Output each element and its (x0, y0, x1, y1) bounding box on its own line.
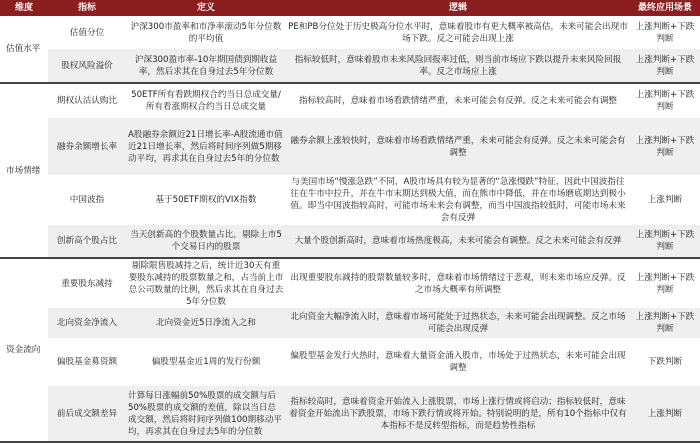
application-cell: 下跌判断 (647, 357, 683, 367)
table-row (0, 258, 700, 308)
table-row (0, 83, 700, 118)
logic-cell: 北向资金大幅净流入时，意味着市场可能处于过热状态，未来可能会出现调整。反之市场可能会出现反弹 (286, 308, 630, 338)
header-row (0, 0, 700, 16)
application-cell: 上涨判断+下跌判断 (635, 21, 695, 44)
indicator-cell: 股权风险溢价 (48, 49, 126, 83)
indicator-cell: 期权认沽认购比 (56, 96, 118, 106)
definition-cell: 偏股型基金近1周的发行份额 (151, 357, 261, 367)
header-dimension: 维度 (0, 0, 48, 16)
logic-cell: 指标较高时，意味着资金开始流入上涨股票，市场上涨行情或将启动；指标较低时，意味着资金开始流出下跌股票，市场下跌行情或将开始。特别说明的是，所有10个指标中仅有本指标不是反转型指标，而是趋势性指标 (286, 386, 630, 442)
dimension-cell: 估值水平 (0, 16, 48, 83)
definition-cell: A股融券余额近21日增长率-A股流通市值近21日增长率，然后将时间序列做5期移动平均，再求其在自身过去5年的分位数 (126, 118, 286, 175)
indicator-cell: 创新高个股占比 (48, 225, 126, 258)
indicator-cell: 重要股东减持 (61, 278, 113, 289)
logic-cell: 指标较高时，意味着市场看跌情绪严重，未来可能会有反弹。反之未来可能会有调整 (299, 96, 617, 106)
definition-cell: 50ETF所有看跌期权合约当日总成交量/所有看涨期权合约当日总成交量 (131, 90, 281, 112)
logic-cell: 指标较低时，意味着股市未来风险回报率过低，则当前市场应下跌以提升未来风险回报率。反之市场应上涨 (286, 49, 630, 83)
definition-cell: 北向资金近5日净流入之和 (126, 308, 286, 338)
table-row (0, 386, 700, 442)
application-cell: 上涨判断+下跌判断 (635, 272, 695, 295)
logic-cell: 大量个股创新高时，意味着市场热度极高，未来可能会有调整。反之未来可能会有反弹 (286, 225, 630, 258)
application-cell: 上涨判断 (630, 386, 700, 442)
logic-cell: 出现重要股东减持的股票数量较多时，意味着市场情绪过于悲观，则未来市场应反弹。反之市场大概率有所调整 (290, 272, 626, 295)
indicator-cell: 偏股基金募资额 (56, 357, 118, 367)
application-cell: 上涨判断+下跌判断 (630, 118, 700, 175)
table-row (0, 175, 700, 225)
table-row (0, 225, 700, 258)
header-indicator: 指标 (48, 0, 126, 16)
table-row (0, 16, 700, 49)
table-row (0, 338, 700, 386)
definition-cell: 沪深300盈市率-10年期国债到期收益率，然后求其在自身过去5年分位数 (126, 49, 286, 83)
definition-cell: 沪深300市盈率和市净率滚动5年分位数的平均值 (130, 21, 282, 44)
definition-cell: 计算每日涨幅前50%股票的成交额与后50%股票的成交额的差值，除以当日总成交额，然后将时间序列做100期移动平均，再求其在自身过去5年的分位数 (126, 386, 286, 442)
dimension-cell: 资金流向 (0, 258, 48, 442)
indicator-cell: 融券余额增长率 (48, 118, 126, 175)
definition-cell: 剔除限售股减持之后，统计近30天有重要股东减持的股票数量之和，占当前上市总公司数量的比例，然后求其在自身过去5年分位数 (128, 260, 284, 307)
definition-cell: 基于50ETF期权的VIX指数 (155, 195, 257, 205)
indicator-cell: 估值分位 (69, 27, 105, 38)
application-cell: 上涨判断+下跌判断 (630, 225, 700, 258)
definition-cell: 当天创新高的个股数量占比，剔除上市5个交易日内的股票 (126, 225, 286, 258)
application-cell: 上涨判断+下跌判断 (630, 308, 700, 338)
logic-cell: PE和PB分位处于历史极高分位水平时，意味着股市有更大概率被高估，未来可能会出现市场下跌。反之可能会出现上涨 (288, 21, 628, 44)
header-application: 最终应用场景 (630, 0, 700, 16)
indicator-cell: 北向资金净流入 (48, 308, 126, 338)
application-cell: 上涨判断+下跌判断 (635, 90, 695, 112)
header-definition: 定义 (126, 0, 286, 16)
indicator-cell: 中国波指 (69, 195, 105, 205)
indicator-cell: 前后成交额差异 (48, 386, 126, 442)
table-row (0, 308, 700, 338)
logic-cell: 偏股型基金发行火热时，意味着大量资金涌入股市，市场处于过热状态，未来可能会出现调整 (290, 351, 626, 373)
logic-cell: 融券余额上涨较快时，意味着市场看跌情绪严重，未来可能会有反弹。反之未来可能会有调整 (286, 118, 630, 175)
header-logic: 逻辑 (286, 0, 630, 16)
logic-cell: 与美国市场“慢涨急跌”不同，A股市场具有较为显著的“急涨慢跌”特征，因此中国波指往往在牛市中拉升，并在牛市末期达到极大值，而在熊市中降低，并在市场磨底期达到极小值。即当中国波指较高时，可能市场未来会有调整，而当中国波指较低时，可能市场未来会有反弹 (290, 177, 626, 223)
table-row (0, 49, 700, 83)
dimension-cell: 市场情绪 (0, 83, 48, 258)
application-cell: 上涨判断 (647, 195, 683, 205)
application-cell: 上涨判断+下跌判断 (630, 49, 700, 83)
table-row (0, 118, 700, 175)
